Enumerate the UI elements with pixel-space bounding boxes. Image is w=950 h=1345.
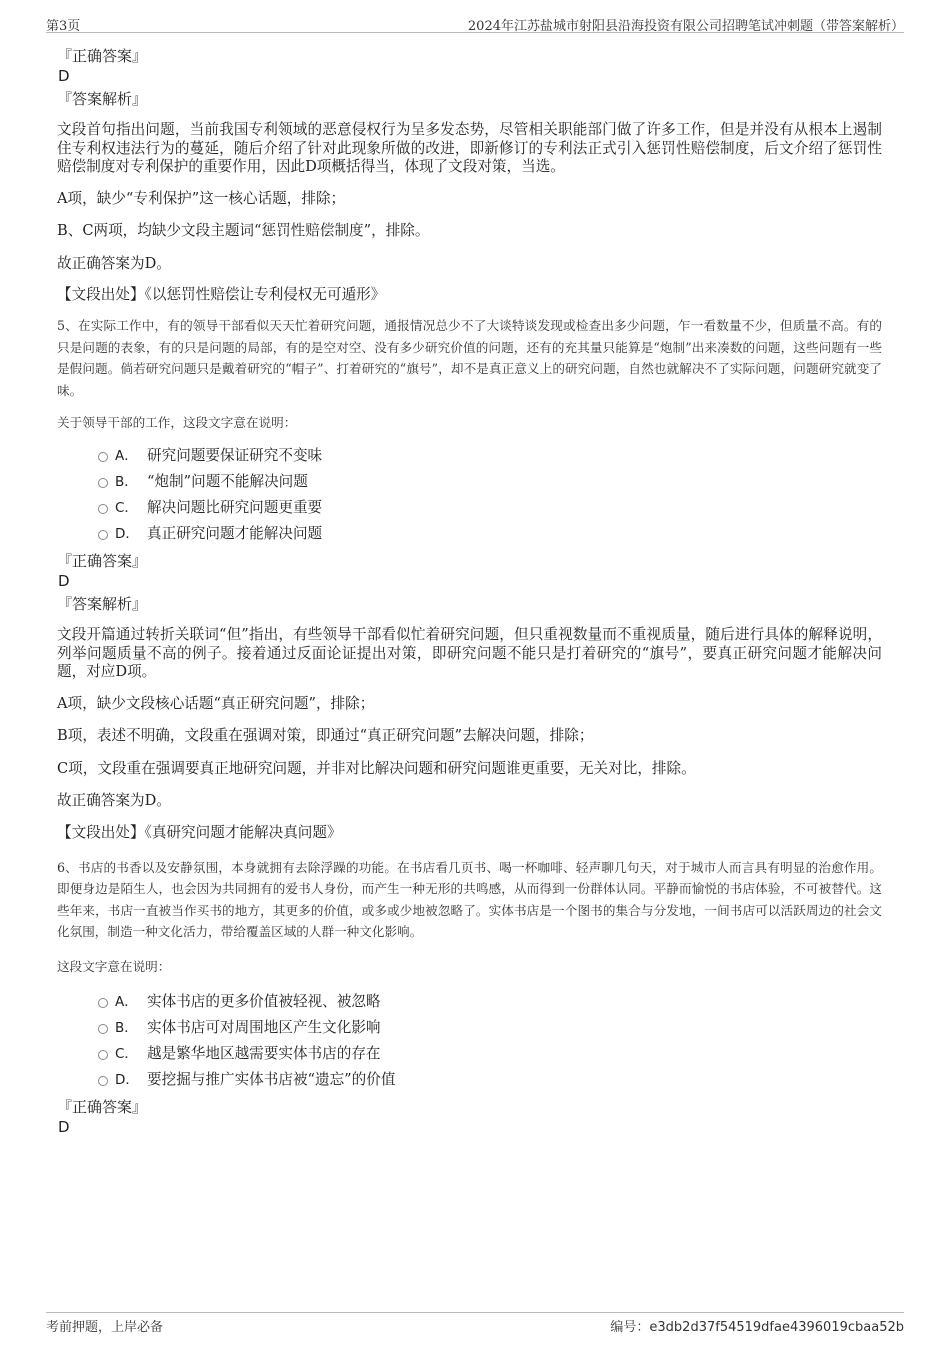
page-header — [46, 12, 904, 33]
q5-source: 【文段出处】《真研究问题才能解决真问题》 — [57, 823, 342, 841]
q5-analysis-3: B项，表述不明确，文段重在强调对策，即通过“真正研究问题”去解决问题，排除； — [57, 727, 594, 744]
q4-analysis-4: 故正确答案为D。 — [57, 254, 171, 272]
radio-icon[interactable] — [98, 998, 108, 1008]
document-id: 编号：e3db2d37f54519dfae4396019cbaa52b — [610, 1320, 904, 1335]
q5-options — [57, 443, 882, 547]
option-letter: C． — [115, 1045, 138, 1062]
q5-analysis-4: C项，文段重在强调要真正地研究问题，并非对比解决问题和研究问题谁更重要，无关对比，排除。 — [57, 759, 696, 777]
answer-label: 『正确答案』 — [57, 552, 148, 570]
option-letter: C． — [115, 500, 138, 516]
q4-analysis-3: B、C两项，均缺少文段主题词“惩罚性赔偿制度”，排除。 — [57, 222, 430, 239]
q5-option-a[interactable] — [57, 443, 882, 469]
option-letter: D． — [115, 1071, 139, 1088]
q6-text: 6、书店的书香以及安静氛围，本身就拥有去除浮躁的功能。在书店看几页书、喝一杯咖啡、轻声聊几句天，对于城市人而言具有明显的治愈作用。即便身边是陌生人，也会因为共同拥有的爱书人身份，而产生一种无形的共鸣感，从而得到一份群体认同。平静而愉悦的书店体验，不可被替代。这些年来，书店一直被当作买书的地方，其更多的价值，或多或少地被忽略了。实体书店是一个图书的集合与分发地，一间书店可以活跃周边的社会文化氛围，制造一种文化活力，带给覆盖区域的人群一种文化影响。 — [57, 859, 882, 939]
page-footer — [46, 1312, 904, 1335]
q5-option-c[interactable] — [57, 495, 882, 521]
q4-answer: D — [58, 67, 70, 85]
option-text: 要挖掘与推广实体书店被“遗忘”的价值 — [147, 1070, 396, 1088]
q6-option-a[interactable] — [57, 989, 882, 1015]
option-text: “炮制”问题不能解决问题 — [147, 473, 308, 490]
q5-analysis-1: 文段开篇通过转折关联词“但”指出，有些领导干部看似忙着研究问题，但只重视数量而不重视质量，随后进行具体的解释说明，列举问题质量不高的例子。接着通过反面论证提出对策，即研究问题不能只是打着研究的“旗号”，要真正研究问题才能解决问题，对应D项。 — [57, 626, 882, 680]
radio-icon[interactable] — [98, 452, 108, 462]
q5-option-b[interactable] — [57, 469, 882, 495]
option-letter: A． — [115, 448, 138, 464]
option-text: 实体书店可对周围地区产生文化影响 — [147, 1018, 381, 1036]
q6-options — [57, 989, 882, 1093]
q4-source: 【文段出处】《以惩罚性赔偿让专利侵权无可遁形》 — [57, 286, 386, 303]
radio-icon[interactable] — [98, 1024, 108, 1034]
document-title: 2024年江苏盐城市射阳县沿海投资有限公司招聘笔试冲刺题（带答案解析） — [467, 19, 904, 34]
option-text: 实体书店的更多价值被轻视、被忽略 — [147, 992, 381, 1010]
q5-analysis-5: 故正确答案为D。 — [57, 792, 171, 809]
option-text: 真正研究问题才能解决问题 — [147, 525, 323, 542]
page-number: 第3页 — [46, 19, 81, 34]
q5-stem: 关于领导干部的工作，这段文字意在说明： — [57, 415, 297, 430]
radio-icon[interactable] — [98, 1050, 108, 1060]
q6-option-c[interactable] — [57, 1041, 882, 1067]
q5-analysis-2: A项，缺少文段核心话题“真正研究问题”，排除； — [57, 694, 375, 712]
option-text: 越是繁华地区越需要实体书店的存在 — [147, 1044, 381, 1062]
q4-analysis-1: 文段首句指出问题，当前我国专利领域的恶意侵权行为呈多发态势，尽管相关职能部门做了许多工作，但是并没有从根本上遏制住专利权违法行为的蔓延，随后介绍了针对此现象所做的改进，即新修订的专利法正式引入惩罚性赔偿制度，后文介绍了惩罚性赔偿制度对专利保护的重要作用，因此D项概括得当，体现了文段对策，当选。 — [57, 121, 882, 175]
footer-slogan: 考前押题，上岸必备 — [46, 1320, 164, 1335]
answer-label: 『正确答案』 — [57, 1097, 148, 1116]
analysis-label: 『答案解析』 — [57, 90, 148, 108]
option-letter: D． — [115, 526, 139, 542]
q5-option-d[interactable] — [57, 521, 882, 547]
q5-text: 5、在实际工作中，有的领导干部看似天天忙着研究问题，通报情况总少不了大谈特谈发现或检查出多少问题，乍一看数量不少，但质量不高。有的只是问题的表象，有的只是问题的局部，有的是空对空、没有多少研究价值的问题，还有的充其量只能算是“炮制”出来凑数的问题，这些问题有一些是假问题。倘若研究问题只是戴着研究的“帽子”、打着研究的“旗号”，却不是真正意义上的研究问题，自然也就解决不了实际问题，问题研究就变了味。 — [57, 318, 882, 398]
option-text: 解决问题比研究问题更重要 — [147, 499, 323, 516]
option-letter: A． — [115, 993, 138, 1010]
radio-icon[interactable] — [98, 530, 108, 540]
option-text: 研究问题要保证研究不变味 — [147, 447, 323, 464]
page-content — [57, 46, 882, 1137]
analysis-label: 『答案解析』 — [57, 595, 148, 613]
q6-option-d[interactable] — [57, 1067, 882, 1093]
radio-icon[interactable] — [98, 478, 108, 488]
radio-icon[interactable] — [98, 1076, 108, 1086]
answer-label: 『正确答案』 — [57, 47, 148, 65]
q5-answer: D — [58, 572, 70, 590]
q6-answer: D — [58, 1117, 70, 1136]
q6-option-b[interactable] — [57, 1015, 882, 1041]
option-letter: B． — [115, 474, 138, 490]
radio-icon[interactable] — [98, 504, 108, 514]
q4-analysis-2: A项，缺少“专利保护”这一核心话题，排除； — [57, 189, 346, 207]
q6-stem: 这段文字意在说明： — [57, 958, 171, 974]
option-letter: B． — [115, 1019, 138, 1036]
